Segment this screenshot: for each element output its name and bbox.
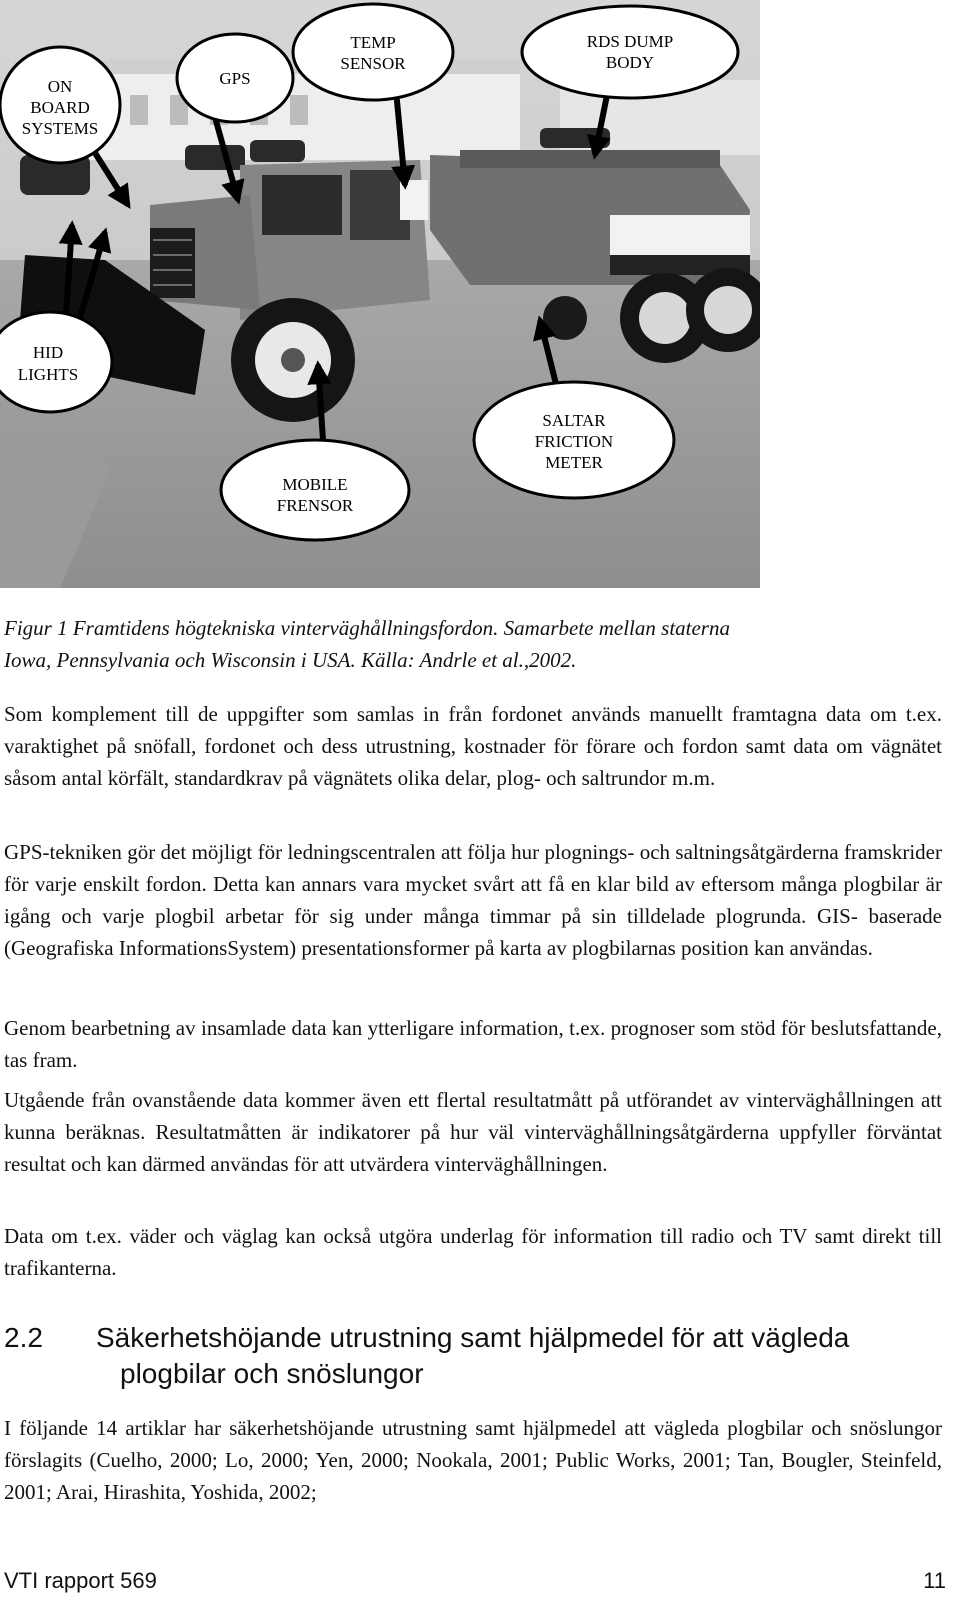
body-paragraph-4: Utgående från ovanstående data kommer även ett flertal resultatmått på utförandet av vinterväghållningen att kunna beräknas. Resultatmåtten är indikatorer på hur väl vinterväghållningsåtgärderna uppfyller förväntat resultat och kan därmed användas för att utvärdera vinterväghållningen. <box>4 1088 942 1176</box>
body-paragraph-5: Data om t.ex. väder och väglag kan också utgöra underlag för information till radio och TV samt direkt till trafikanterna. <box>4 1224 942 1280</box>
section-title-line2: plogbilar och snöslungor <box>120 1358 424 1389</box>
section-title-line1: Säkerhetshöjande utrustning samt hjälpmedel för att vägleda <box>96 1322 850 1353</box>
truck-photo-illustration <box>0 0 760 588</box>
hid-label-line1: HID <box>32 343 64 362</box>
body-paragraph-1: Som komplement till de uppgifter som samlas in från fordonet används manuellt framtagna data om t.ex. varaktighet på snöfall, fordonet och dess utrustning, kostnader för förare och fordon samt data om vägnätet såsom antal körfält, standardkrav på vägnätets olika delar, plog- och saltrundor m.m. <box>4 702 942 790</box>
body-paragraph-6: I följande 14 artiklar har säkerhetshöjande utrustning samt hjälpmedel att vägleda plogbilar och snöslungor förslagits (Cuelho, 2000; Lo, 2000; Yen, 2000; Nookala, 2001; Public Works, 2001; Tan, Bougler, Steinfeld, 2001; Arai, Hirashita, Yoshida, 2002; <box>4 1416 942 1504</box>
saltar-label-line1: SALTAR <box>542 411 606 430</box>
saltar-label-line2: FRICTION <box>534 432 614 451</box>
callout-temp-sensor <box>293 4 453 100</box>
footer-page-number: 11 <box>923 1568 946 1593</box>
callout-hid-lights <box>0 312 112 412</box>
hid-label-line2: LIGHTS <box>17 365 79 384</box>
body-paragraph-3: Genom bearbetning av insamlade data kan ytterligare information, t.ex. prognoser som stöd för beslutsfattande, tas fram. <box>4 1016 942 1072</box>
figure-caption <box>4 612 944 676</box>
mobile-label-line1: MOBILE <box>282 475 348 494</box>
footer-report-name: VTI rapport 569 <box>4 1568 157 1593</box>
rds-label-line2: BODY <box>605 53 655 72</box>
saltar-label-line3: METER <box>545 453 603 472</box>
figure-caption-line2: Iowa, Pennsylvania och Wisconsin i USA. Källa: Andrle et al.,2002. <box>4 648 577 672</box>
callout-rds-dump-body <box>522 6 738 98</box>
figure-caption-line1: Figur 1 Framtidens högtekniska vinterväghållningsfordon. Samarbete mellan staterna <box>4 616 730 640</box>
gps-label: GPS <box>219 69 251 88</box>
section-heading <box>4 1320 954 1392</box>
on-board-label-line2: BOARD <box>30 98 90 117</box>
temp-label-line1: TEMP <box>350 33 396 52</box>
temp-label-line2: SENSOR <box>340 54 406 73</box>
truck-photo-figure <box>0 0 760 588</box>
body-paragraph-2: GPS-tekniken gör det möjligt för ledningscentralen att följa hur plognings- och saltningsåtgärderna framskrider för varje enskilt fordon. Detta kan annars vara mycket svårt att få en klar bild av eftersom många plogbilar är igång och varje plogbil arbetar för sig under många timmar på sin tilldelade plogrunda. GIS- baserade (Geografiska InformationsSystem) presentationsformer på karta av plogbilarnas position kan användas. <box>4 840 942 960</box>
on-board-label-line3: SYSTEMS <box>21 119 99 138</box>
on-board-label-line1: ON <box>47 77 73 96</box>
mobile-label-line2: FRENSOR <box>276 496 354 515</box>
section-number: 2.2 <box>4 1322 43 1353</box>
rds-label-line1: RDS DUMP <box>586 32 674 51</box>
